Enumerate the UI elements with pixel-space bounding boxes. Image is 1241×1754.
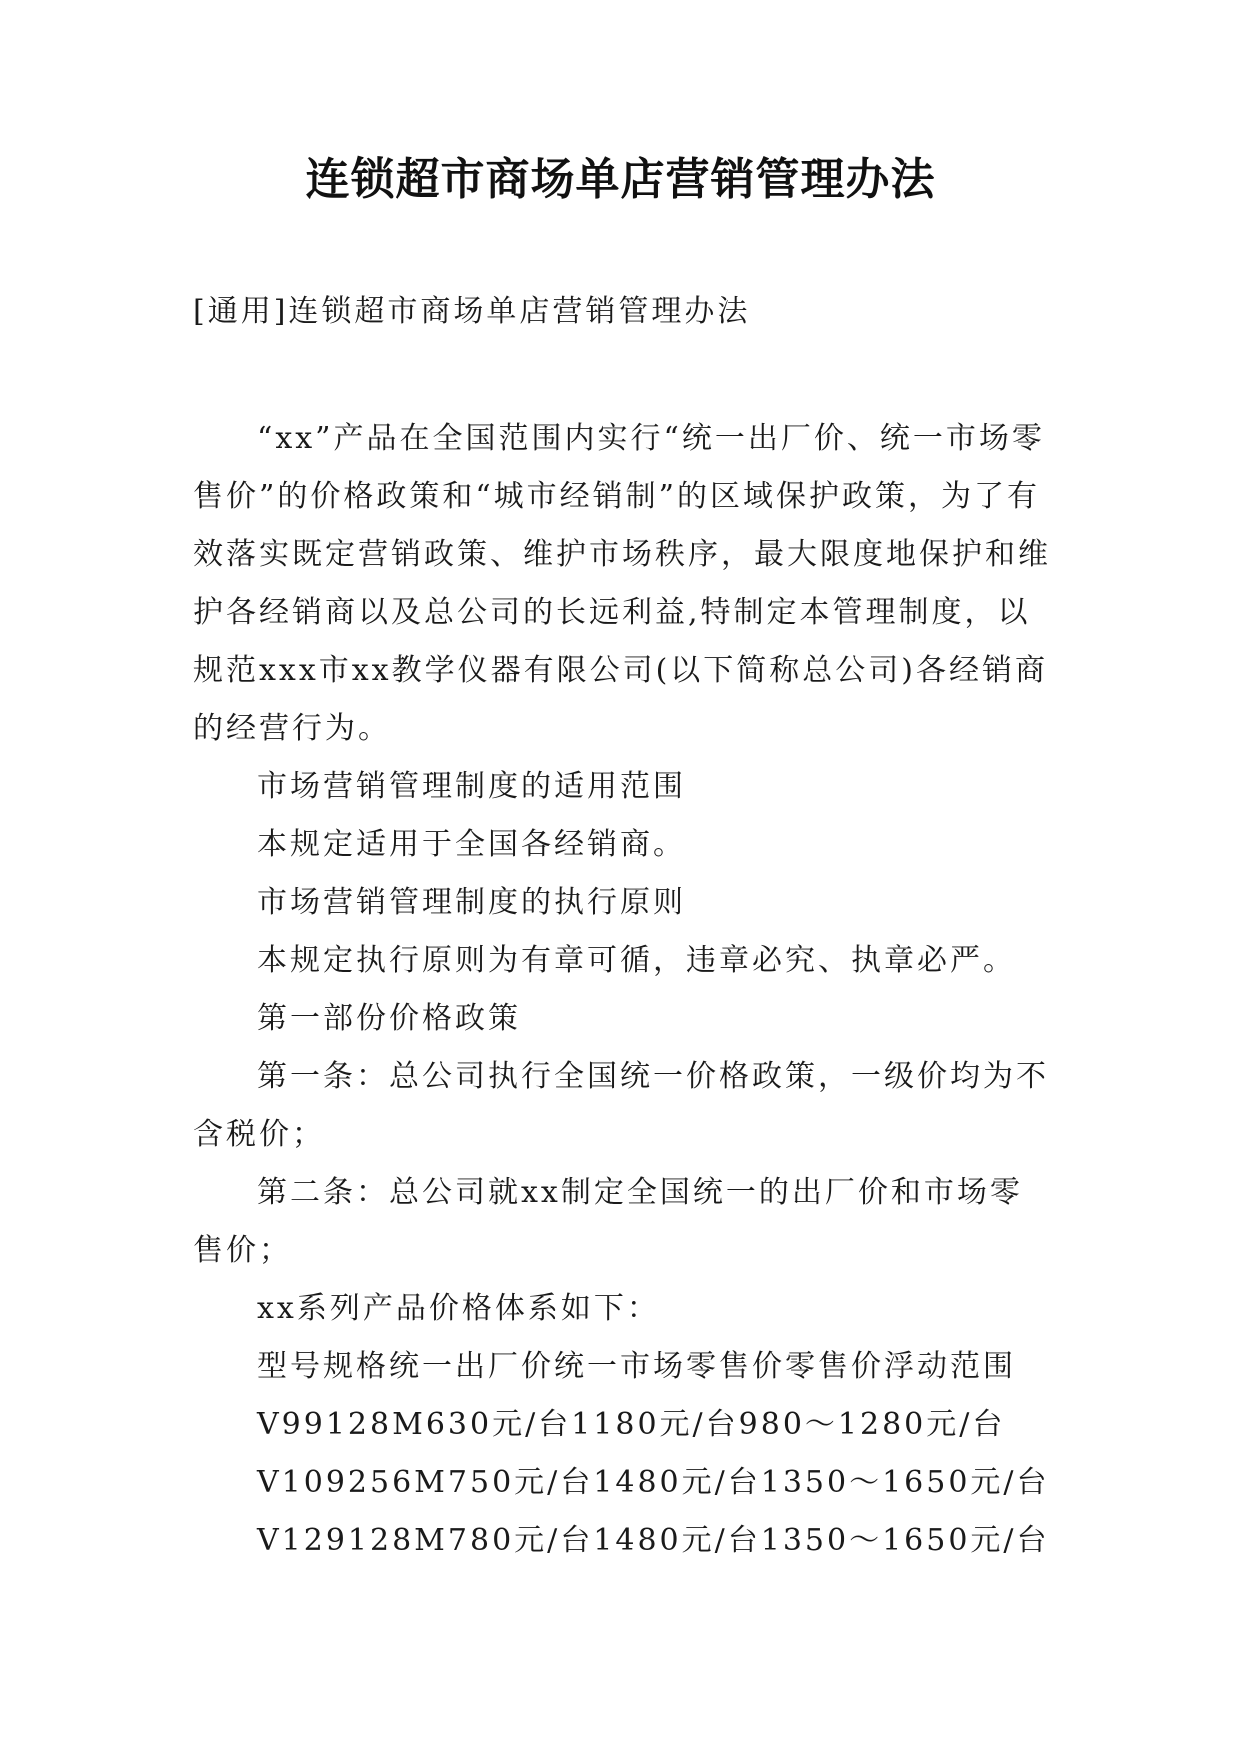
document-subtitle: [通用]连锁超市商场单店营销管理办法 [193,294,751,329]
section-heading-principle: 市场营销管理制度的执行原则 [257,885,686,920]
price-row: V99128M630元/台1180元/台980～1280元/台 [257,1407,1006,1442]
section-heading-scope: 市场营销管理制度的适用范围 [257,769,686,804]
intro-paragraph: “xx”产品在全国范围内实行“统一出厂价、统一市场零售价”的价格政策和“城市经销制”的区域保护政策，为了有效落实既定营销政策、维护市场秩序，最大限度地保护和维护各经销商以及总公司的长远利益,特制定本管理制度，以规范xxx市xx教学仪器有限公司(以下简称总公司)各经销商的经营行为。 [193,421,1051,746]
principle-paragraph: 本规定执行原则为有章可循，违章必究、执章必严。 [257,943,1016,978]
price-row: V109256M750元/台1480元/台1350～1650元/台 [257,1465,1050,1500]
document-title: 连锁超市商场单店营销管理办法 [305,154,936,205]
price-row: V129128M780元/台1480元/台1350～1650元/台 [257,1523,1050,1558]
price-system-intro: xx系列产品价格体系如下： [257,1291,660,1326]
article-one: 第一条：总公司执行全国统一价格政策，一级价均为不含税价； [193,1059,1049,1152]
article-two: 第二条：总公司就xx制定全国统一的出厂价和市场零售价； [193,1175,1023,1268]
part-heading-price-policy: 第一部份价格政策 [257,1001,521,1036]
document-body [193,410,1051,1570]
price-table-header: 型号规格统一出厂价统一市场零售价零售价浮动范围 [257,1349,1016,1384]
scope-paragraph: 本规定适用于全国各经销商。 [257,827,686,862]
